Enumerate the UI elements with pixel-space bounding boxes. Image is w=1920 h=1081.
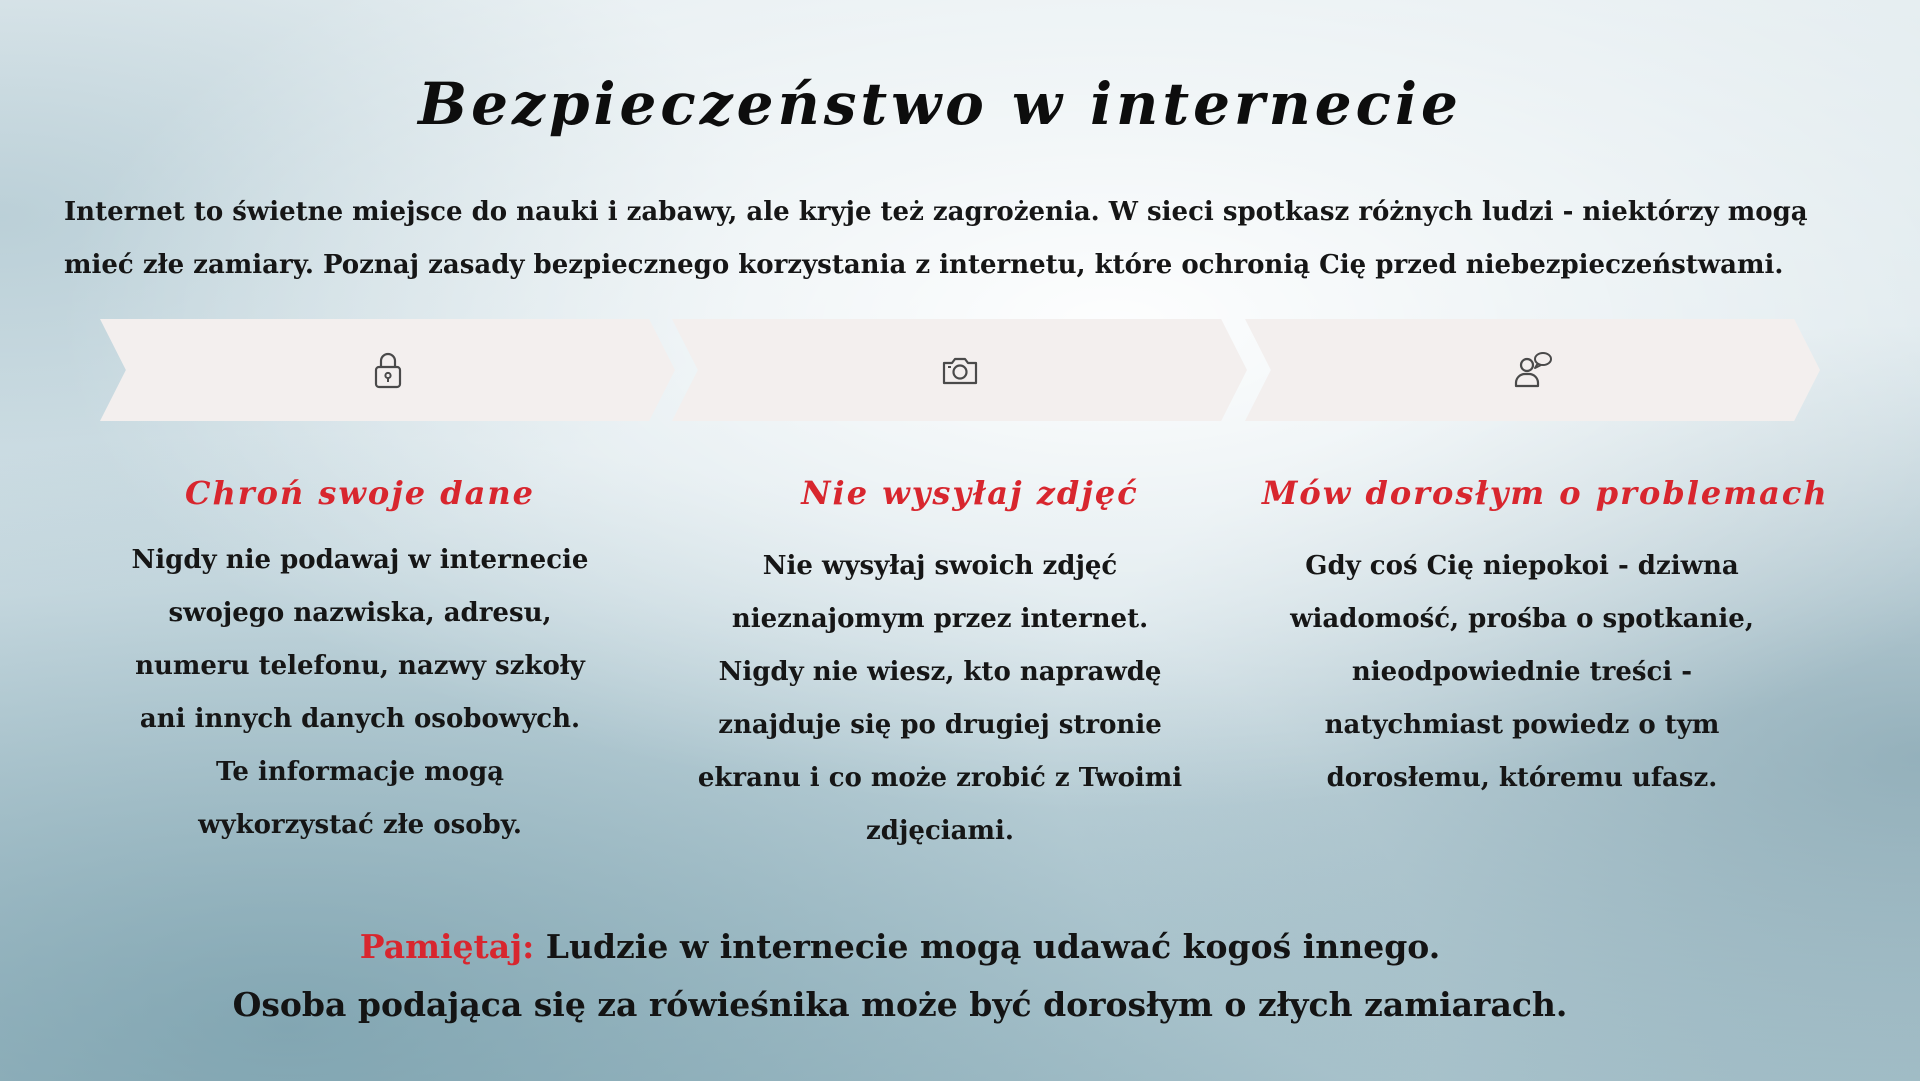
intro-line-1: Internet to świetne miejsce do nauki i zabawy, ale kryje też zagrożenia. W sieci spotkasz różnych ludzi - niektórzy mogą [64, 197, 1808, 227]
intro-paragraph [64, 186, 1874, 292]
step-heading: Nie wysyłaj zdjęć [801, 474, 1139, 512]
camera-icon [939, 349, 981, 391]
remember-line-2: Osoba podająca się za rówieśnika może być dorosłym o złych zamiarach. [232, 985, 1568, 1024]
step-line: ekranu i co może zrobić z Twoimi [697, 763, 1183, 793]
step-line: dorosłemu, któremu ufasz. [1326, 763, 1718, 793]
step-description [680, 540, 1200, 858]
step-line: Nigdy nie podawaj w internecie [131, 545, 589, 575]
step-line: wykorzystać złe osoby. [198, 810, 522, 840]
step-arrow-2 [672, 319, 1247, 421]
step-line: zdjęciami. [866, 816, 1014, 846]
remember-note [0, 918, 1800, 1034]
step-line: wiadomość, prośba o spotkanie, [1290, 604, 1754, 634]
step-column-protect-data [100, 468, 620, 852]
remember-line-1: Ludzie w internecie mogą udawać kogoś innego. [534, 927, 1441, 966]
step-arrow-1 [100, 319, 675, 421]
step-column-no-photos [680, 468, 1200, 858]
page-title: Bezpieczeństwo w internecie [418, 70, 1462, 138]
step-description [100, 534, 620, 852]
steps-arrow-banner [100, 319, 1820, 421]
step-heading: Mów dorosłym o problemach [1262, 474, 1829, 512]
step-line: Te informacje mogą [215, 757, 505, 787]
step-line: nieodpowiednie treści - [1351, 657, 1693, 687]
step-line: numeru telefonu, nazwy szkoły [135, 651, 585, 681]
step-arrow-3 [1245, 319, 1820, 421]
step-line: Gdy coś Cię niepokoi - dziwna [1305, 551, 1739, 581]
step-line: Nigdy nie wiesz, kto naprawdę [718, 657, 1162, 687]
step-line: znajduje się po drugiej stronie [718, 710, 1162, 740]
step-line: nieznajomym przez internet. [731, 604, 1149, 634]
step-description [1262, 540, 1782, 805]
remember-label: Pamiętaj: [359, 927, 535, 966]
step-line: natychmiast powiedz o tym [1324, 710, 1720, 740]
step-line: swojego nazwiska, adresu, [168, 598, 552, 628]
intro-line-2: mieć złe zamiary. Poznaj zasady bezpiecznego korzystania z internetu, które ochronią Cię przed niebezpieczeństwami. [64, 250, 1784, 280]
step-line: ani innych danych osobowych. [139, 704, 581, 734]
step-column-tell-adults [1262, 468, 1829, 805]
padlock-icon [367, 349, 409, 391]
person-speech-icon [1512, 349, 1554, 391]
step-line: Nie wysyłaj swoich zdjęć [762, 551, 1118, 581]
step-heading: Chroń swoje dane [184, 474, 536, 512]
